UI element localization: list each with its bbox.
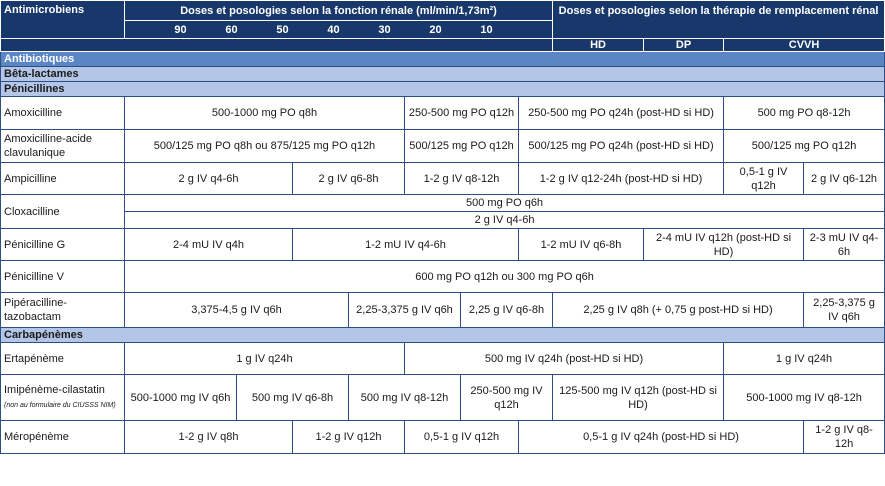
dose-cell: 125-500 mg IV q12h (post-HD si HD) (553, 375, 724, 421)
dose-cell: 1 g IV q24h (724, 343, 885, 375)
dose-cell: 500-1000 mg IV q8-12h (724, 375, 885, 421)
dfg-tick: 50 (276, 23, 289, 36)
dose-cell: 2,25 g IV q6-8h (461, 293, 553, 328)
header-hd: HD (553, 39, 644, 52)
drug-name: Pipéracilline-tazobactam (1, 293, 125, 328)
dfg-tick: 10 (480, 23, 493, 36)
dose-cell: 500-1000 mg PO q8h (125, 97, 405, 130)
dose-cell: 1-2 g IV q12h (293, 421, 405, 454)
dose-cell: 2-4 mU IV q4h (125, 229, 293, 261)
dfg-tick: 60 (225, 23, 238, 36)
dose-cell: 500 mg IV q8-12h (349, 375, 461, 421)
drug-name: Cloxacilline (1, 195, 125, 229)
header-spacer (1, 39, 553, 52)
dose-cell: 500/125 mg PO q8h ou 875/125 mg PO q12h (125, 130, 405, 163)
dose-cell: 0,5-1 g IV q12h (724, 163, 804, 195)
drug-name: Pénicilline V (1, 261, 125, 293)
drug-name: Ertapénème (1, 343, 125, 375)
drug-name (1, 375, 125, 421)
dose-cell: 3,375-4,5 g IV q6h (125, 293, 349, 328)
dose-cell: 2,25-3,375 g IV q6h (349, 293, 461, 328)
formulary-note: (non au formulaire du CIUSSS NIM) (4, 401, 116, 409)
dose-cell: 1-2 g IV q8-12h (804, 421, 885, 454)
table-row-penicilline-g (1, 229, 885, 261)
table-row-amoxi-clav (1, 130, 885, 163)
dose-cell: 500 mg PO q8-12h (724, 97, 885, 130)
header-replacement-therapy: Doses et posologies selon la thérapie de remplacement rénal (553, 1, 885, 39)
section-penicillines: Pénicillines (1, 82, 885, 97)
dose-cell: 500 mg IV q6-8h (237, 375, 349, 421)
dose-cell: 500/125 mg PO q12h (405, 130, 519, 163)
dose-cell: 2 g IV q4-6h (125, 163, 293, 195)
header-sub-row (1, 39, 885, 52)
drug-name-text: Imipénème-cilastatin (4, 383, 105, 396)
dose-cell: 600 mg PO q12h ou 300 mg PO q6h (125, 261, 885, 293)
dose-cell: 2-4 mU IV q12h (post-HD si HD) (644, 229, 804, 261)
table-row-ampicilline (1, 163, 885, 195)
section-betalactames: Bêta-lactames (1, 67, 885, 82)
dose-cell: 2 g IV q4-6h (125, 212, 885, 229)
table-row-ertapeneme (1, 343, 885, 375)
dose-cell: 2 g IV q6-8h (293, 163, 405, 195)
drug-name: Amoxicilline (1, 97, 125, 130)
header-renal-function: Doses et posologies selon la fonction rénale (ml/min/1,73m²) (125, 1, 553, 21)
table-row-amoxicilline (1, 97, 885, 130)
dose-cell: 1-2 mU IV q6-8h (519, 229, 644, 261)
drug-name: Méropénème (1, 421, 125, 454)
dose-cell: 1-2 mU IV q4-6h (293, 229, 519, 261)
dose-cell: 250-500 mg PO q12h (405, 97, 519, 130)
table-row-penicilline-v (1, 261, 885, 293)
section-carbapenemes: Carbapénèmes (1, 328, 885, 343)
header-antimicrobiens: Antimicrobiens (1, 1, 125, 39)
table-row-pip-tazo (1, 293, 885, 328)
dfg-tick: 30 (378, 23, 391, 36)
header-dp: DP (644, 39, 724, 52)
dose-cell: 500-1000 mg IV q6h (125, 375, 237, 421)
dose-cell: 1-2 g IV q12-24h (post-HD si HD) (519, 163, 724, 195)
dose-cell: 500/125 mg PO q24h (post-HD si HD) (519, 130, 724, 163)
table-row-cloxacilline-iv (1, 212, 885, 229)
dfg-scale (125, 21, 553, 39)
dose-cell: 0,5-1 g IV q24h (post-HD si HD) (519, 421, 804, 454)
dose-cell: 1 g IV q24h (125, 343, 405, 375)
table-row-cloxacilline (1, 195, 885, 212)
dose-cell: 2,25-3,375 g IV q6h (804, 293, 885, 328)
table-row-meropeneme (1, 421, 885, 454)
dose-cell: 2 g IV q6-12h (804, 163, 885, 195)
dose-cell: 1-2 g IV q8-12h (405, 163, 519, 195)
dose-cell: 500/125 mg PO q12h (724, 130, 885, 163)
dose-cell: 2-3 mU IV q4-6h (804, 229, 885, 261)
dfg-tick: 90 (174, 23, 187, 36)
dose-cell: 0,5-1 g IV q12h (405, 421, 519, 454)
drug-name: Pénicilline G (1, 229, 125, 261)
dose-cell: 500 mg IV q24h (post-HD si HD) (405, 343, 724, 375)
table-row-imipeneme (1, 375, 885, 421)
dose-cell: 250-500 mg IV q12h (461, 375, 553, 421)
header-cvvh: CVVH (724, 39, 885, 52)
header-row (1, 1, 885, 21)
drug-name: Ampicilline (1, 163, 125, 195)
dose-cell: 250-500 mg PO q24h (post-HD si HD) (519, 97, 724, 130)
dfg-tick: 20 (429, 23, 442, 36)
drug-name: Amoxicilline-acide clavulanique (1, 130, 125, 163)
dose-cell: 2,25 g IV q8h (+ 0,75 g post-HD si HD) (553, 293, 804, 328)
dose-cell: 500 mg PO q6h (125, 195, 885, 212)
dose-cell: 1-2 g IV q8h (125, 421, 293, 454)
section-antibiotiques: Antibiotiques (1, 52, 885, 67)
dfg-tick: 40 (327, 23, 340, 36)
